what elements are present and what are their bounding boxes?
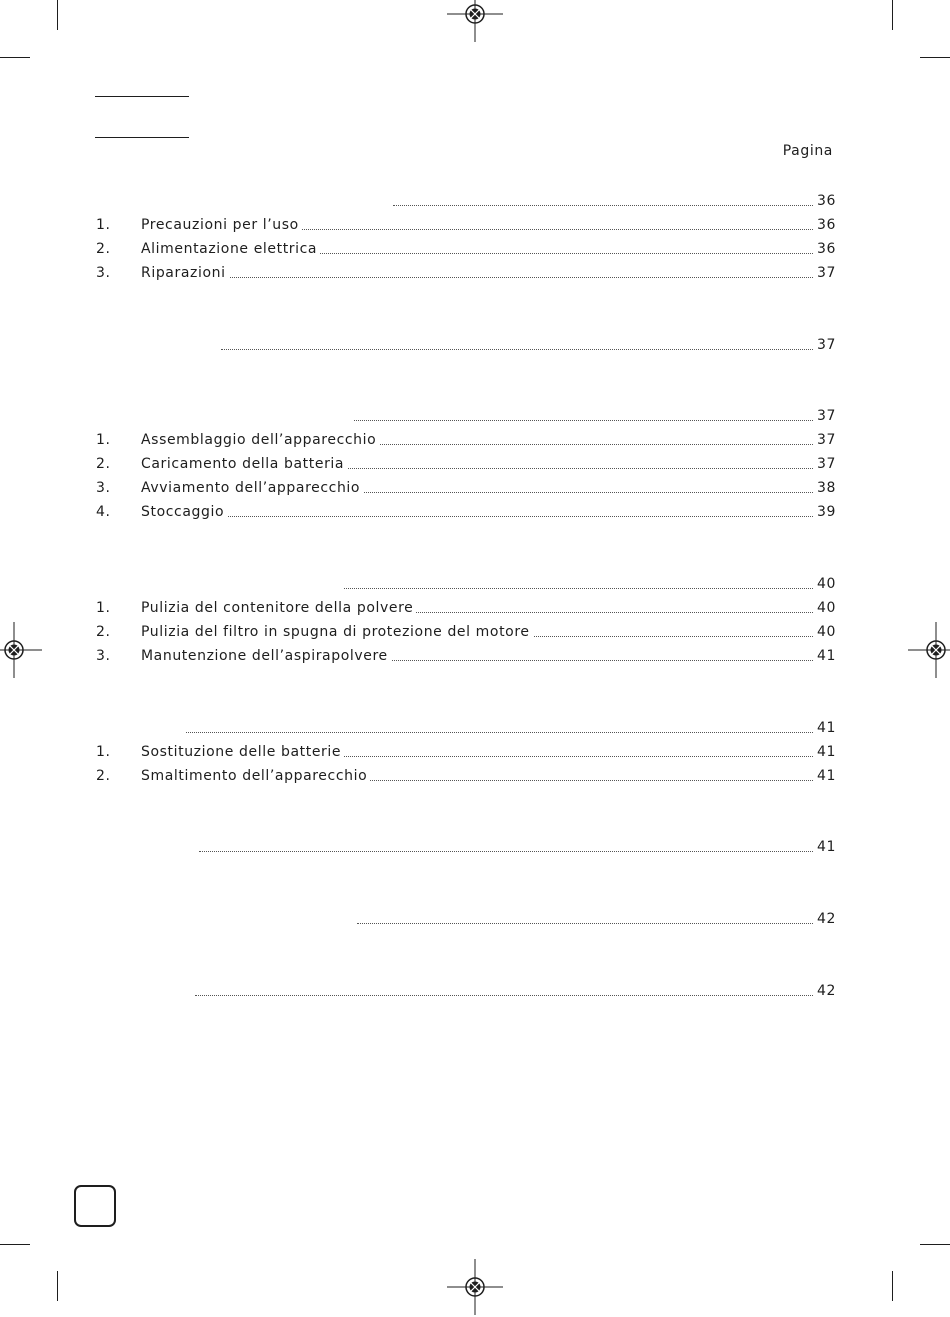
dot-leader: [344, 588, 813, 589]
entry-label: Precauzioni per l’uso: [141, 217, 302, 233]
entry-number: 2.: [96, 456, 111, 472]
page-number: 36: [814, 241, 836, 257]
entry-number: 2.: [96, 241, 111, 257]
entry-label: Assemblaggio dell’apparecchio: [141, 432, 379, 448]
toc-section-heading[interactable]: [0, 908, 950, 928]
entry-label: Alimentazione elettrica: [141, 241, 320, 257]
toc-entry[interactable]: [0, 501, 950, 521]
entry-label: Avviamento dell’apparecchio: [141, 480, 363, 496]
entry-number: 2.: [96, 624, 111, 640]
page-number-box: [74, 1185, 116, 1227]
entry-number: 4.: [96, 504, 111, 520]
toc-entry[interactable]: [0, 765, 950, 785]
page-number: 37: [814, 408, 836, 424]
toc-section-heading[interactable]: [0, 717, 950, 737]
page-number: 38: [814, 480, 836, 496]
toc-entry[interactable]: [0, 645, 950, 665]
entry-number: 1.: [96, 600, 111, 616]
crop-mark: [920, 1244, 950, 1245]
page-number: 40: [814, 624, 836, 640]
entry-label: Pulizia del filtro in spugna di protezione del motore: [141, 624, 533, 640]
page-number: 37: [814, 337, 836, 353]
toc-section-heading[interactable]: [0, 836, 950, 856]
dot-leader: [186, 732, 813, 733]
registration-target-icon: [445, 1257, 505, 1317]
page-number: 37: [814, 265, 836, 281]
toc-entry[interactable]: [0, 453, 950, 473]
dot-leader: [141, 277, 813, 278]
page-number: 41: [814, 744, 836, 760]
entry-label: Manutenzione dell’aspirapolvere: [141, 648, 391, 664]
toc-section-heading[interactable]: [0, 190, 950, 210]
crop-mark: [892, 1271, 893, 1301]
entry-label: Pulizia del contenitore della polvere: [141, 600, 416, 616]
page-number: 36: [814, 217, 836, 233]
entry-number: 1.: [96, 217, 111, 233]
entry-number: 3.: [96, 480, 111, 496]
page-number: 36: [814, 193, 836, 209]
entry-number: 3.: [96, 265, 111, 281]
dot-leader: [141, 516, 813, 517]
crop-mark: [920, 57, 950, 58]
page-number: 40: [814, 600, 836, 616]
page-number: 39: [814, 504, 836, 520]
crop-mark: [57, 1271, 58, 1301]
crop-mark: [57, 0, 58, 30]
header-rule: [95, 96, 189, 97]
page-number: 37: [814, 432, 836, 448]
crop-mark: [0, 1244, 30, 1245]
dot-leader: [357, 923, 813, 924]
entry-label: Smaltimento dell’apparecchio: [141, 768, 370, 784]
toc-entry[interactable]: [0, 621, 950, 641]
toc-section-heading[interactable]: [0, 573, 950, 593]
entry-label: Stoccaggio: [141, 504, 227, 520]
entry-number: 3.: [96, 648, 111, 664]
toc-entry[interactable]: [0, 477, 950, 497]
page-number: 37: [814, 456, 836, 472]
entry-number: 2.: [96, 768, 111, 784]
registration-target-icon: [445, 0, 505, 44]
entry-label: Riparazioni: [141, 265, 229, 281]
toc-entry[interactable]: [0, 238, 950, 258]
page-column-heading: Pagina: [782, 143, 833, 159]
page-number: 41: [814, 648, 836, 664]
page-number: 41: [814, 720, 836, 736]
page-number: 41: [814, 839, 836, 855]
toc-section-heading[interactable]: [0, 334, 950, 354]
toc-entry[interactable]: [0, 597, 950, 617]
entry-label: Sostituzione delle batterie: [141, 744, 344, 760]
dot-leader: [354, 420, 813, 421]
toc-section-heading[interactable]: [0, 980, 950, 1000]
dot-leader: [195, 995, 813, 996]
dot-leader: [199, 851, 813, 852]
toc-entry[interactable]: [0, 262, 950, 282]
toc-entry[interactable]: [0, 214, 950, 234]
dot-leader: [393, 205, 813, 206]
entry-number: 1.: [96, 432, 111, 448]
page-number: 42: [814, 983, 836, 999]
crop-mark: [0, 57, 30, 58]
crop-mark: [892, 0, 893, 30]
toc-entry[interactable]: [0, 741, 950, 761]
page-number: 41: [814, 768, 836, 784]
dot-leader: [221, 349, 813, 350]
entry-number: 1.: [96, 744, 111, 760]
entry-label: Caricamento della batteria: [141, 456, 347, 472]
toc-section-heading[interactable]: [0, 405, 950, 425]
header-rule: [95, 137, 189, 138]
toc-entry[interactable]: [0, 429, 950, 449]
page-number: 40: [814, 576, 836, 592]
page-number: 42: [814, 911, 836, 927]
